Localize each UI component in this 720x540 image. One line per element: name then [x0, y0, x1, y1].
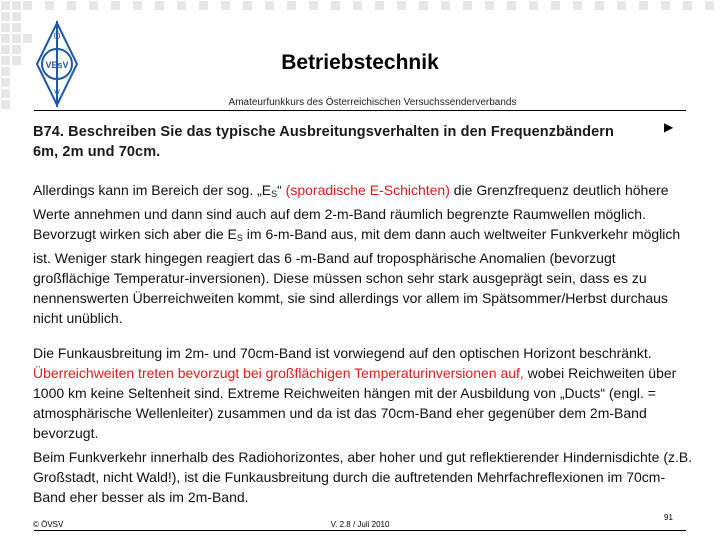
svg-text:VEsV: VEsV [45, 60, 69, 70]
paragraph-reflexion: Beim Funkverkehr innerhalb des Radiohorizontes, aber hoher und gut reflektierender Hindernisdichte (z.B. Großstadt, nicht Wald!), ist die Funkausbreitung durch die auftretenden Mehrfachreflexionen im 70cm-Band eher besser als im 2m-Band. [33, 449, 693, 505]
paragraph-horizon: Die Funkausbreitung im 2m- und 70cm-Band ist vorwiegend auf den optischen Horizont beschränkt. Überreichweiten treten bevorzugt bei großflächigen Temperaturinversionen auf, wobei Reichweiten über 1000 km keine Seltenheit sind. Extreme Reichweiten hängen mit der Ausbildung von „Ducts“ (engl. = atmosphärische Wellenleiter) zusammen und da ist das 70cm-Band eher gegenüber dem 2m-Band bevorzugt. [33, 345, 677, 441]
svg-text:V: V [53, 88, 61, 98]
oevsv-logo [34, 20, 80, 108]
next-slide-icon[interactable]: ▶ [664, 120, 674, 134]
question-text: Beschreiben Sie das typische Ausbreitungsverhalten in den Frequenzbändern 6m, 2m und 70cm. [33, 124, 614, 160]
paragraph-sporadic-e: Allerdings kann im Bereich der sog. $„E_S“$ (sporadische E-Schichten) die Grenzfrequenz deutlich höhere Werte annehmen und dann sind auch auf dem 2-m-Band räumlich begrenzte Raumwellen möglich. Bevorzugt wirken sich aber die $E_S$ im 6-m-Band aus, mit dem dann auch weltweiter Funkverkehr möglich ist. Weniger stark hingegen reagiert das 6 -m-Band auf troposphärische Anomalien (bevorzugt großflächige Temperatur-inversionen). Diese müssen schon sehr stark ausgeprägt sein, dass es zu nennenswerten Überreichweiten kommt, sie sind allerdings vor allem im Spätsommer/Herbst durchaus nicht unüblich. [33, 182, 681, 326]
page-title: Betriebstechnik [281, 51, 439, 74]
page-number: 91 [664, 513, 673, 522]
header-divider [34, 110, 686, 111]
question-heading [33, 122, 633, 162]
footer-divider [34, 530, 686, 531]
svg-text:Ö: Ö [53, 31, 61, 41]
footer-version: V. 2.8 / Juli 2010 [330, 520, 390, 529]
question-number: B74. [33, 124, 65, 140]
page-subtitle: Amateurfunkkurs des Österreichischen Versuchssenderverbands [228, 97, 517, 108]
highlight-text: Überreichweiten treten bevorzugt bei großflächigen Temperaturinversionen auf, [33, 365, 524, 381]
footer-copyright: © ÖVSV [33, 520, 64, 529]
